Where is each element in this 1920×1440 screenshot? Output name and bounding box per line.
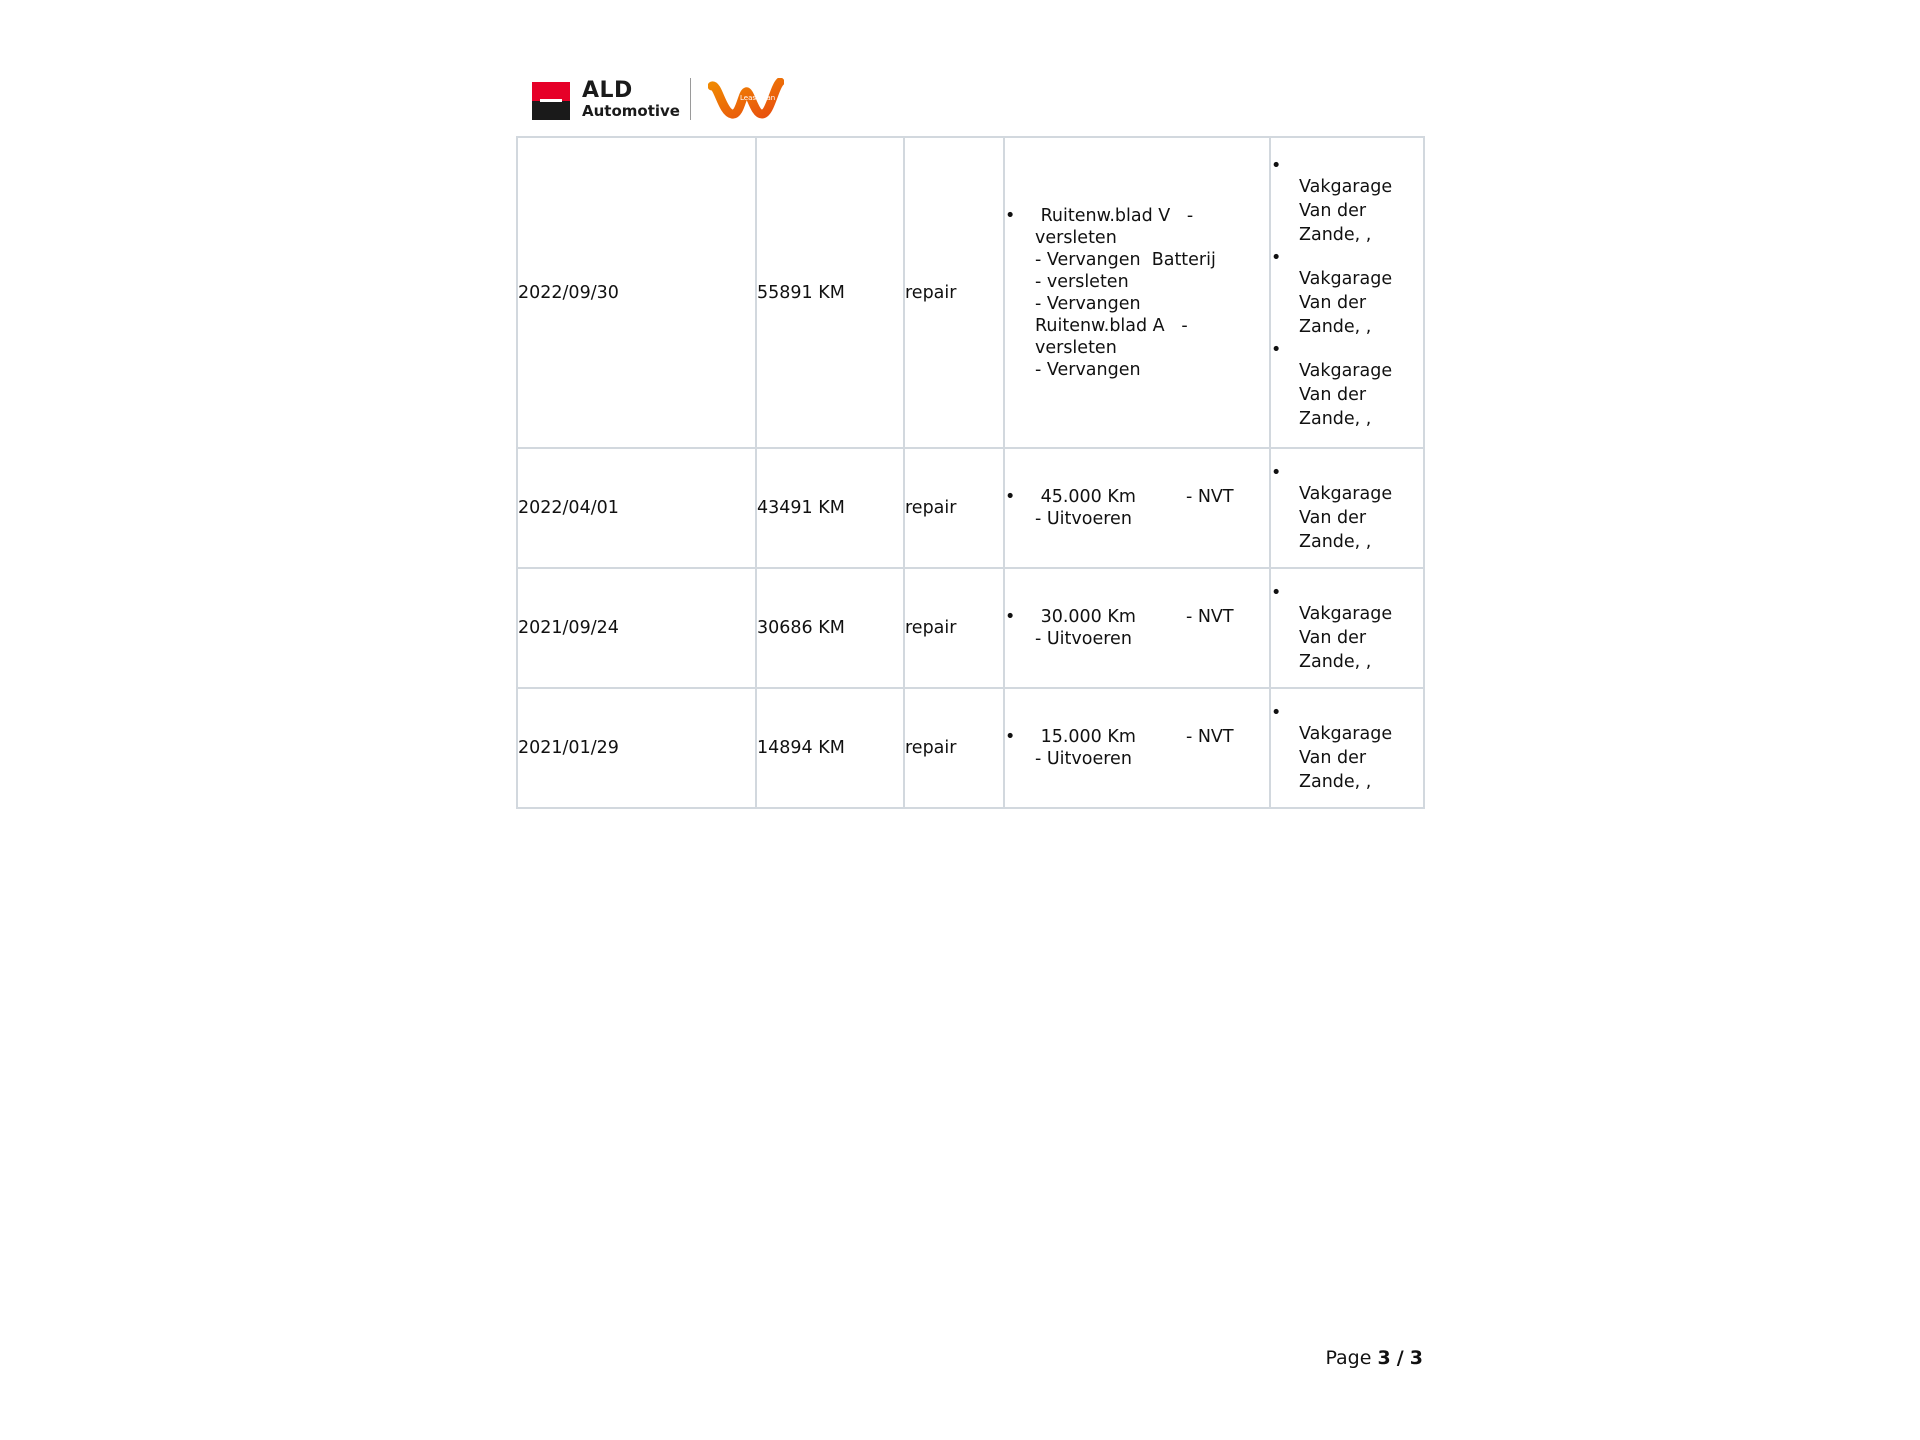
garage-name: Vakgarage Van der Zande, ,: [1299, 268, 1393, 337]
leaseplan-logo: [708, 78, 784, 122]
description-text: 30.000 Km - NVT - Uitvoeren: [1035, 607, 1234, 649]
garage-name: Vakgarage Van der Zande, ,: [1299, 360, 1393, 429]
garage-name: Vakgarage Van der Zande, ,: [1299, 724, 1393, 792]
ald-logo-line1: ALD: [582, 78, 633, 103]
date-cell: 2021/09/24: [517, 568, 756, 688]
ald-logo-line2: Automotive: [582, 102, 680, 120]
garage-name: Vakgarage Van der Zande, ,: [1299, 604, 1393, 672]
ald-logo-mark: [532, 82, 570, 120]
mileage-cell: 43491 KM: [756, 448, 904, 568]
description-text: 45.000 Km - NVT - Uitvoeren: [1035, 487, 1234, 529]
type-cell: repair: [904, 688, 1004, 808]
description-cell: [1004, 568, 1270, 688]
bullet-icon: •: [1005, 205, 1016, 226]
bullet-icon: •: [1005, 727, 1016, 747]
page-header: [532, 78, 792, 124]
page-label: Page: [1325, 1347, 1372, 1369]
garage-cell: [1270, 688, 1424, 808]
garage-cell: [1270, 137, 1424, 448]
type-cell: repair: [904, 568, 1004, 688]
table-row: [517, 448, 1424, 568]
bullet-icon: •: [1005, 487, 1016, 507]
bullet-icon: •: [1271, 155, 1282, 176]
date-cell: 2022/04/01: [517, 448, 756, 568]
mileage-cell: 14894 KM: [756, 688, 904, 808]
description-cell: [1004, 448, 1270, 568]
page-number: [1325, 1347, 1423, 1369]
bullet-icon: •: [1271, 463, 1282, 483]
current-page: 3: [1377, 1347, 1391, 1369]
logo-divider: [690, 78, 691, 120]
garage-cell: [1270, 568, 1424, 688]
mileage-cell: 55891 KM: [756, 137, 904, 448]
garage-name: Vakgarage Van der Zande, ,: [1299, 484, 1393, 552]
mileage-cell: 30686 KM: [756, 568, 904, 688]
description-text: 15.000 Km - NVT - Uitvoeren: [1035, 727, 1234, 769]
date-cell: 2021/01/29: [517, 688, 756, 808]
date-cell: 2022/09/30: [517, 137, 756, 448]
bullet-icon: •: [1271, 339, 1282, 360]
bullet-icon: •: [1005, 607, 1016, 627]
bullet-icon: •: [1271, 583, 1282, 603]
description-cell: [1004, 688, 1270, 808]
table-row: [517, 137, 1424, 448]
table-row: [517, 568, 1424, 688]
bullet-icon: •: [1271, 703, 1282, 723]
ald-logo-text: [582, 80, 680, 120]
table-row: [517, 688, 1424, 808]
total-pages: 3: [1409, 1347, 1423, 1369]
description-text: Ruitenw.blad V - versleten - Vervangen Batterij - versleten - Vervangen Ruitenw.blad A - versleten - Vervangen: [1035, 205, 1216, 380]
garage-name: Vakgarage Van der Zande, ,: [1299, 176, 1393, 245]
garage-cell: [1270, 448, 1424, 568]
type-cell: repair: [904, 448, 1004, 568]
description-cell: [1004, 137, 1270, 448]
leaseplan-logo-text: LeasePlan: [740, 94, 776, 102]
type-cell: repair: [904, 137, 1004, 448]
bullet-icon: •: [1271, 247, 1282, 268]
maintenance-history-table: [516, 136, 1425, 809]
page-separator: /: [1396, 1347, 1404, 1369]
